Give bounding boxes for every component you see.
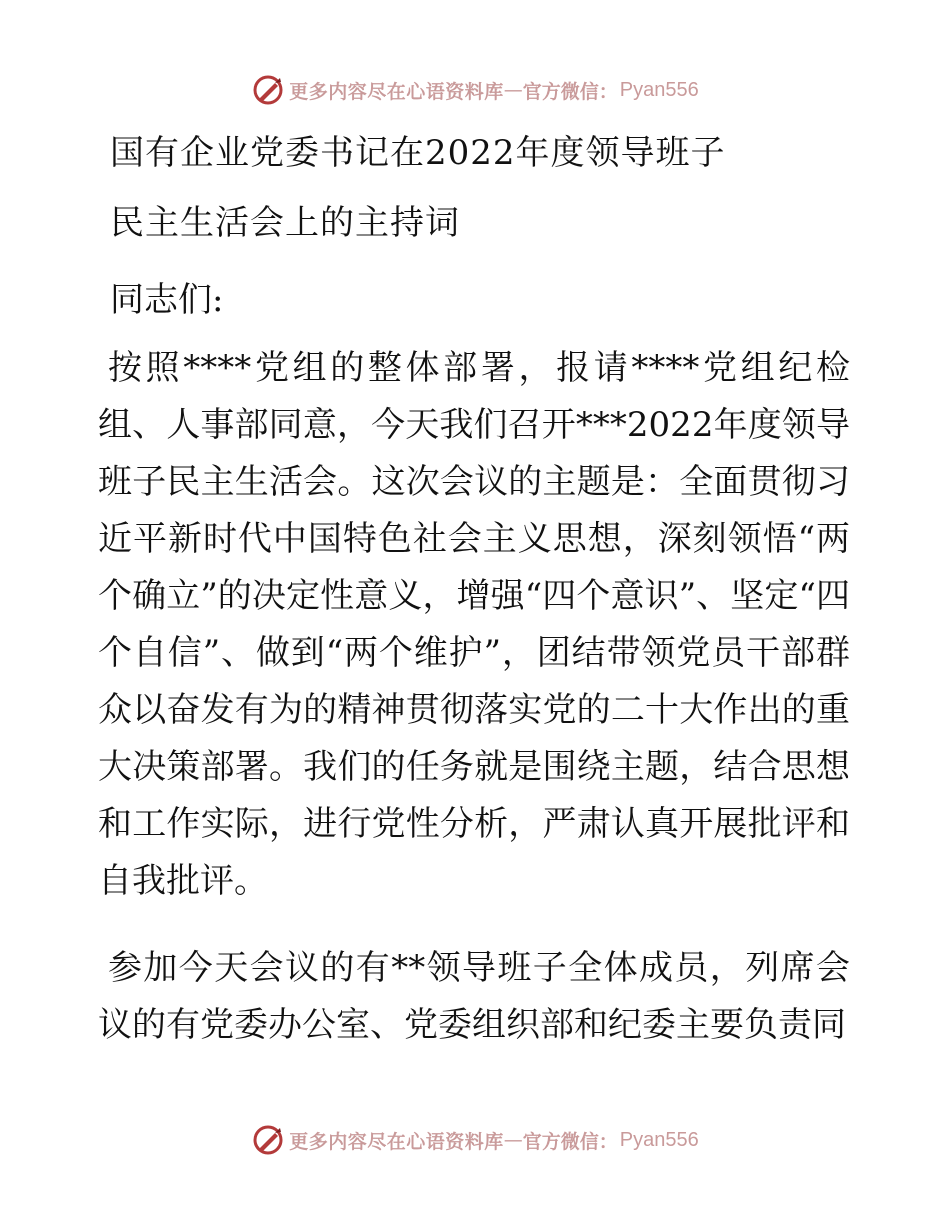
pen-logo-icon — [251, 73, 285, 107]
watermark-account: Pyan556 — [619, 1128, 699, 1151]
salutation: 同志们: — [110, 280, 224, 320]
watermark-account: Pyan556 — [619, 78, 699, 101]
watermark-site-text: 更多内容尽在心语资料库 — [289, 1130, 504, 1153]
watermark-label: 官方微信： — [522, 80, 618, 103]
header-watermark — [0, 70, 950, 110]
document-title-line-1: 国有企业党委书记在2022年度领导班子 — [110, 133, 726, 173]
watermark-dash: — — [503, 79, 523, 101]
watermark-dash: — — [503, 1129, 523, 1151]
footer-watermark — [0, 1120, 950, 1160]
document-title-line-2: 民主生活会上的主持词 — [110, 203, 460, 243]
body-paragraph-1: 按照****党组的整体部署，报请****党组纪检组、人事部同意，今天我们召开***2022年度领导班子民主生活会。这次会议的主题是：全面贯彻习近平新时代中国特色社会主义思想，深刻领悟“两个确立”的决定性意义，增强“四个意识”、坚定“四个自信”、做到“两个维护”，团结带领党员干部群众以奋发有为的精神贯彻落实党的二十大作出的重大决策部署。我们的任务就是围绕主题，结合思想和工作实际，进行党性分析，严肃认真开展批评和自我批评。 — [98, 348, 850, 901]
pen-logo-icon — [251, 1123, 285, 1157]
body-paragraph-2: 参加今天会议的有**领导班子全体成员，列席会议的有党委办公室、党委组织部和纪委主要负责同 — [98, 948, 850, 1045]
watermark-site-text: 更多内容尽在心语资料库 — [289, 80, 504, 103]
watermark-label: 官方微信： — [522, 1130, 618, 1153]
